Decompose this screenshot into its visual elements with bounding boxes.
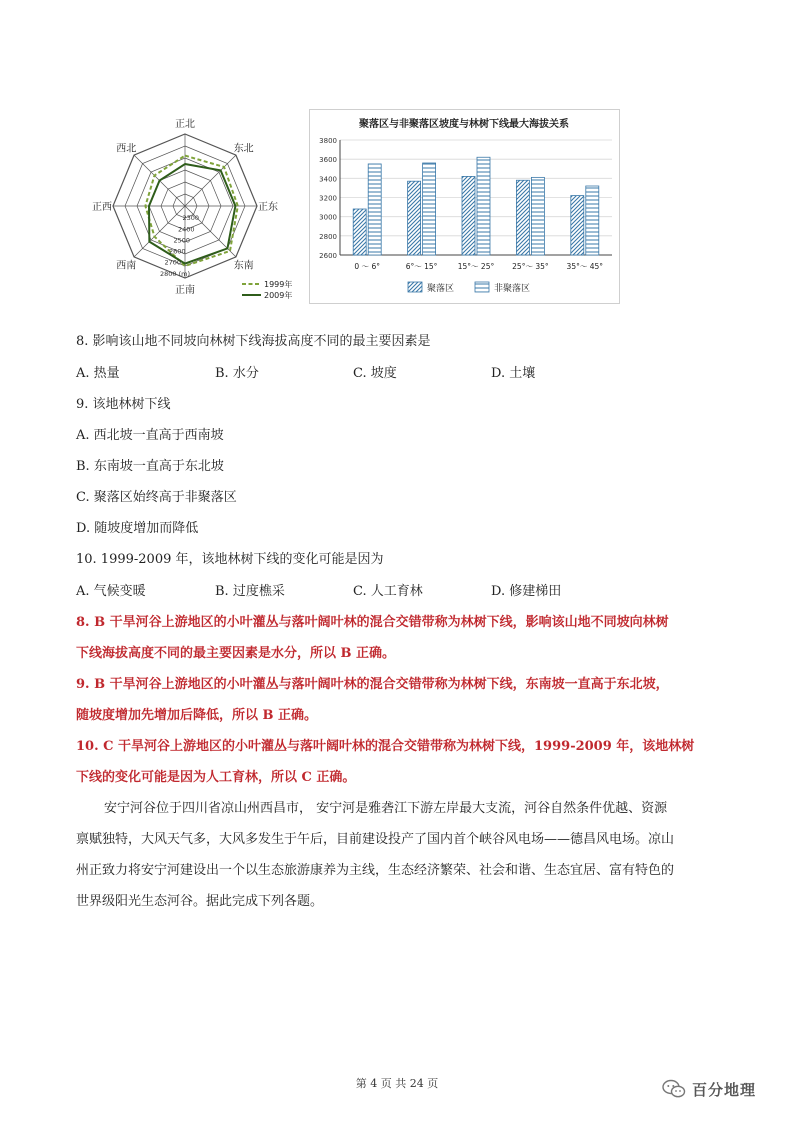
- q9-stem: 9. 该地林树下线: [76, 397, 171, 412]
- radar-direction-label: 西南: [116, 260, 137, 272]
- wechat-icon: [662, 1079, 686, 1099]
- radar-direction-label: 西北: [116, 143, 137, 155]
- q8-option-d[interactable]: D. 土壤: [491, 366, 536, 381]
- bar-non-settlement: [477, 157, 490, 255]
- radar-direction-label: 正南: [175, 285, 195, 296]
- y-tick-label: 3400: [319, 175, 337, 184]
- bar-chart: [310, 110, 619, 303]
- q8-option-c[interactable]: C. 坡度: [353, 366, 397, 381]
- y-tick-label: 2600: [319, 252, 337, 260]
- legend-label-settlement: 聚落区: [427, 284, 455, 294]
- q10-option-b[interactable]: B. 过度樵采: [215, 584, 285, 599]
- chart-legend: [408, 282, 530, 294]
- bar-settlement: [516, 180, 529, 255]
- bar-non-settlement: [531, 177, 544, 255]
- radar-direction-label: 正东: [258, 202, 278, 213]
- chart-title: 聚落区与非聚落区坡度与林树下线最大海拔关系: [359, 119, 569, 130]
- legend-label-non-settlement: 非聚落区: [494, 284, 531, 294]
- answer-10-line-2: 下线的变化可能是因为人工育林，所以 C 正确。: [76, 770, 356, 785]
- bar-chart-figure: [309, 109, 620, 304]
- radar-ring-label: 2700: [164, 258, 182, 267]
- radar-direction-label: 东北: [233, 143, 254, 155]
- radar-chart: [85, 108, 300, 305]
- y-tick-label: 3200: [319, 194, 337, 203]
- bar-settlement: [408, 181, 421, 255]
- x-tick-label: 35°～ 45°: [566, 262, 604, 271]
- x-tick-label: 15°～ 25°: [457, 262, 495, 271]
- page-footer: 第 4 页 共 24 页: [355, 1077, 439, 1090]
- q10-option-d[interactable]: D. 修建梯田: [491, 584, 562, 599]
- passage-line-4: 世界级阳光生态河谷。据此完成下列各题。: [76, 894, 324, 909]
- answer-9-line-2: 随坡度增加先增加后降低，所以 B 正确。: [76, 708, 318, 723]
- q10-stem: 10. 1999-2009 年，该地林树下线的变化可能是因为: [76, 552, 384, 567]
- q9-option-c[interactable]: C. 聚落区始终高于非聚落区: [76, 490, 237, 505]
- bar-settlement: [353, 209, 366, 255]
- answer-9-line-1: 9. B 干旱河谷上游地区的小叶灌丛与落叶阔叶林的混合交错带称为林树下线，东南坡一直高于东北坡，: [76, 677, 669, 692]
- q9-option-a[interactable]: A. 西北坡一直高于西南坡: [76, 428, 224, 443]
- bar-settlement: [462, 176, 475, 255]
- q9-option-d[interactable]: D. 随坡度增加而降低: [76, 521, 199, 536]
- legend-swatch-non-settlement: [475, 282, 489, 292]
- radar-figure: [85, 108, 300, 305]
- q8-option-a[interactable]: A. 热量: [76, 366, 120, 381]
- radar-direction-label: 东南: [233, 260, 254, 272]
- x-tick-label: 25°～ 35°: [512, 262, 549, 271]
- y-tick-label: 3000: [319, 213, 337, 222]
- bar-settlement: [571, 196, 584, 255]
- legend-label-1999: 1999年: [264, 280, 293, 289]
- y-tick-label: 2800: [319, 232, 337, 241]
- passage-line-2: 禀赋独特，大风天气多，大风多发生于午后，目前建设投产了国内首个峡谷风电场——德昌风电场。凉山: [76, 832, 675, 847]
- x-tick-label: 6°～ 15°: [405, 262, 438, 271]
- y-tick-label: 3600: [319, 156, 337, 165]
- y-tick-label: 3800: [319, 137, 337, 145]
- answer-10-line-1: 10. C 干旱河谷上游地区的小叶灌丛与落叶阔叶林的混合交错带称为林树下线，1999-2009 年，该地林树: [76, 739, 695, 754]
- radar-ring-label: 2500: [173, 236, 191, 245]
- q9-option-b[interactable]: B. 东南坡一直高于东北坡: [76, 459, 224, 474]
- q8-option-b[interactable]: B. 水分: [215, 366, 259, 381]
- q10-option-c[interactable]: C. 人工育林: [353, 584, 423, 599]
- radar-ring-label: 2400: [178, 225, 195, 234]
- bar-non-settlement: [368, 164, 381, 255]
- legend-swatch-settlement: [408, 282, 422, 292]
- legend-label-2009: 2009年: [264, 291, 293, 300]
- answer-8-line-1: 8. B 干旱河谷上游地区的小叶灌丛与落叶阔叶林的混合交错带称为林树下线，影响该山地不同坡向林树: [76, 615, 669, 630]
- radar-direction-label: 正北: [175, 119, 195, 130]
- brand-watermark: [662, 1078, 782, 1100]
- bar-non-settlement: [423, 163, 436, 255]
- radar-direction-label: 正西: [92, 202, 112, 213]
- passage-line-1: 安宁河谷位于四川省凉山州西昌市， 安宁河是雅砻江下游左岸最大支流，河谷自然条件优越、资源: [104, 801, 668, 816]
- x-tick-label: 0 ～ 6°: [354, 262, 380, 271]
- q10-option-a[interactable]: A. 气候变暖: [76, 584, 146, 599]
- bar-non-settlement: [586, 186, 599, 255]
- radar-ring-label: 2800 (m): [160, 269, 191, 278]
- q8-stem: 8. 影响该山地不同坡向林树下线海拔高度不同的最主要因素是: [76, 334, 431, 349]
- passage-line-3: 州正致力将安宁河建设出一个以生态旅游康养为主线，生态经济繁荣、社会和谐、生态宜居、富有特色的: [76, 863, 675, 878]
- radar-ring-label: 2600: [169, 247, 186, 256]
- radar-ring-label: 2300: [182, 214, 200, 223]
- answer-8-line-2: 下线海拔高度不同的最主要因素是水分，所以 B 正确。: [76, 646, 396, 661]
- brand-name: 百分地理: [692, 1080, 757, 1099]
